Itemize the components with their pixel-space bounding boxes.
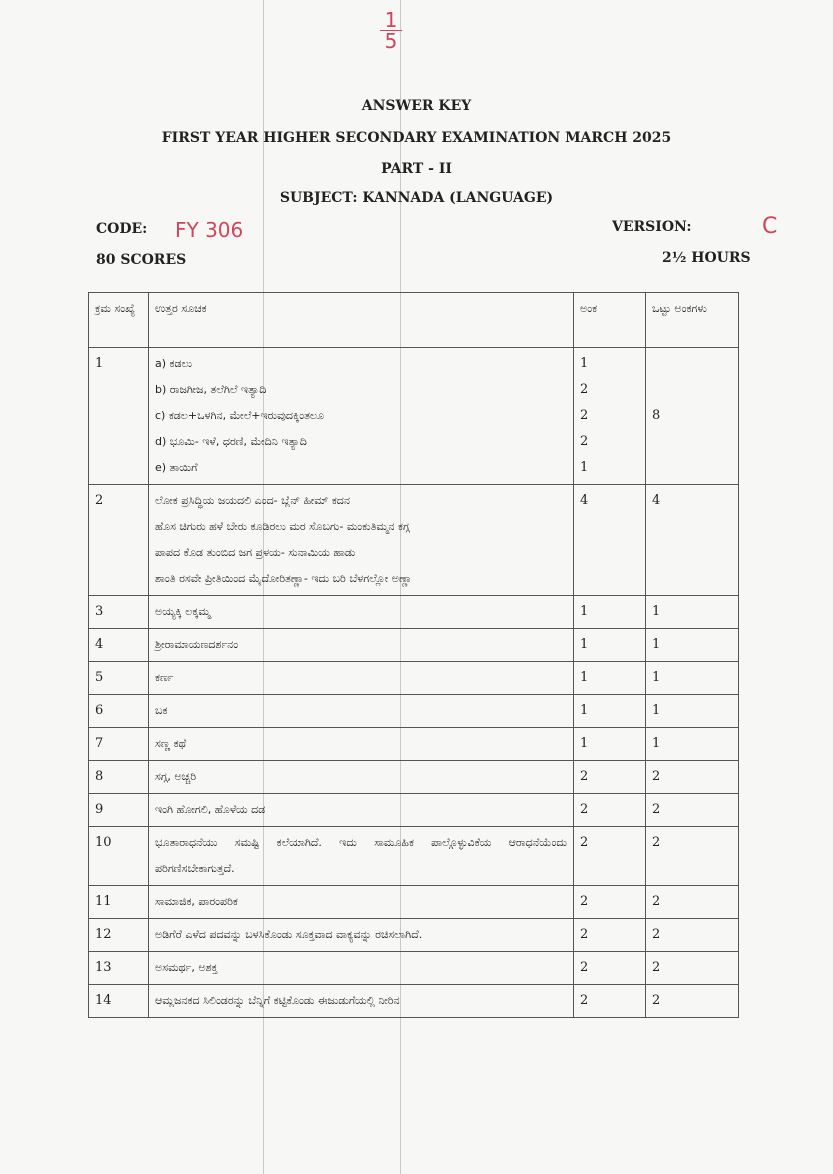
answer-line: c) ಕಡಲ+ಒಳಗಿನ, ಮೇಲೆ+ಇರುವುದಕ್ಕಿಂತಲೂ (155, 409, 325, 422)
table-cell (646, 985, 739, 1018)
table-cell (646, 662, 739, 695)
marks-value: 2 (580, 894, 589, 909)
table-cell (149, 695, 574, 728)
header-marks: ಅಂಕ (574, 293, 646, 348)
table-cell (646, 827, 739, 886)
table-row (89, 985, 739, 1018)
table-row (89, 596, 739, 629)
table-cell (149, 827, 574, 886)
table-cell (574, 886, 646, 919)
table-cell (646, 886, 739, 919)
header-serial-no: ಕ್ರಮ ಸಂಖ್ಯೆ (89, 293, 149, 348)
marks-value: 2 (580, 408, 589, 423)
answer-line: e) ತಾಯಿಗೆ (155, 461, 198, 474)
table-cell (149, 485, 574, 596)
row-number: 7 (95, 736, 104, 751)
table-cell (89, 485, 149, 596)
table-cell (646, 695, 739, 728)
table-cell (646, 761, 739, 794)
marks-value: 2 (580, 993, 589, 1008)
table-cell (89, 952, 149, 985)
exam-title: FIRST YEAR HIGHER SECONDARY EXAMINATION MARCH 2025 (161, 130, 672, 146)
table-cell (574, 662, 646, 695)
answer-line: ಪಾಪದ ಕೊಡ ತುಂಬಿದ ಜಗ ಪ್ರಳಯ- ಸುನಾಮಿಯ ಹಾಡು (155, 546, 356, 559)
table-cell (149, 794, 574, 827)
row-number: 1 (95, 356, 104, 371)
answer-line: ಸಣ್ಣ ಕಥೆ (155, 737, 187, 750)
marks-value: 1 (580, 736, 589, 751)
table-row (89, 695, 739, 728)
table-header-row (89, 293, 739, 348)
table-row (89, 662, 739, 695)
table-cell (574, 761, 646, 794)
marks-value: 1 (580, 637, 589, 652)
table-cell (149, 629, 574, 662)
table-cell (574, 596, 646, 629)
answer-line: b) ರಾಜಗೀಜ, ತಲೆಗಿಲೆ ಇತ್ಯಾದಿ (155, 383, 267, 396)
total-value: 2 (652, 769, 661, 784)
row-number: 12 (95, 927, 112, 942)
row-number: 14 (95, 993, 112, 1008)
marks-value: 4 (580, 493, 589, 508)
table-cell (149, 728, 574, 761)
table-cell (646, 629, 739, 662)
part-label: PART - II (381, 161, 452, 177)
table-cell (646, 919, 739, 952)
table-cell (646, 485, 739, 596)
table-cell (89, 662, 149, 695)
table-cell (574, 629, 646, 662)
table-cell (89, 348, 149, 485)
answer-line: ಶಾಂತಿ ರಸವೇ ಪ್ರೀತಿಯಿಂದ ಮೈದೋರಿತಣ್ಣಾ- ಇದು ಬರಿ ಬೆಳಗಲ್ಲೋ ಅಣ್ಣಾ (155, 572, 413, 585)
table-cell (149, 596, 574, 629)
table-cell (89, 761, 149, 794)
header-total: ಒಟ್ಟು ಅಂಕಗಳು (646, 293, 739, 348)
table-row (89, 485, 739, 596)
row-number: 9 (95, 802, 104, 817)
answer-line: ಕರ್ಣ (155, 671, 174, 684)
table-cell (646, 728, 739, 761)
page-mark-denominator: 5 (384, 29, 398, 53)
answer-line: ಆಮ್ಲಜನಕದ ಸಿಲಿಂಡರನ್ನು ಬೆನ್ನಿಗೆ ಕಟ್ಟಿಕೊಂಡು ಈಜುಡುಗೆಯಲ್ಲಿ ನೀರಿನ (155, 994, 400, 1007)
answer-line: ಭೂತಾರಾಧನೆಯು ಸಮಷ್ಟಿ ಕಲೆಯಾಗಿದೆ. ಇದು ಸಾಮೂಹಿಕ ಪಾಲ್ಗೊಳ್ಳುವಿಕೆಯ ಆರಾಧನೆಯೆಂದು ಪರಿಗಣಿಸಬೇಕಾಗುತ್ತದೆ. (155, 836, 567, 875)
answer-line: ಹೊಸ ಚಿಗುರು ಹಳೆ ಬೇರು ಕೂಡಿರಲು ಮರ ಸೊಬಗು- ಮಂಕುತಿಮ್ಮನ ಕಗ್ಗ (155, 520, 410, 533)
marks-value: 2 (580, 802, 589, 817)
total-value: 2 (652, 927, 661, 942)
answer-line: ಸಾಮಾಜಿಕ, ಪಾರಂಪರಿಕ (155, 895, 238, 908)
version-value: C (762, 214, 778, 239)
duration-label: 2½ HOURS (662, 250, 751, 266)
row-number: 6 (95, 703, 104, 718)
answer-line: ಅಸಮರ್ಥ, ಅಶಕ್ತ (155, 961, 218, 974)
total-value: 1 (652, 604, 661, 619)
marks-value: 2 (580, 769, 589, 784)
marks-value: 1 (580, 604, 589, 619)
total-value: 1 (652, 637, 661, 652)
total-value: 2 (652, 960, 661, 975)
total-value: 1 (652, 736, 661, 751)
table-cell (574, 794, 646, 827)
table-cell (89, 985, 149, 1018)
row-number: 4 (95, 637, 104, 652)
marks-value: 1 (580, 460, 589, 475)
table-cell (149, 886, 574, 919)
table-cell (89, 919, 149, 952)
row-number: 10 (95, 835, 112, 850)
table-cell (149, 348, 574, 485)
total-value: 2 (652, 835, 661, 850)
table-row (89, 952, 739, 985)
total-value: 1 (652, 703, 661, 718)
table-cell (574, 919, 646, 952)
table-row (89, 761, 739, 794)
page-mark-numerator: 1 (384, 8, 398, 32)
table-cell (574, 348, 646, 485)
table-cell (89, 695, 149, 728)
marks-value: 2 (580, 382, 589, 397)
table-cell (646, 952, 739, 985)
row-number: 13 (95, 960, 112, 975)
marks-value: 2 (580, 434, 589, 449)
total-value: 2 (652, 993, 661, 1008)
answer-line: ಬಕ (155, 704, 168, 717)
marks-value: 2 (580, 927, 589, 942)
header-answer: ಉತ್ತರ ಸೂಚಕ (149, 293, 574, 348)
answer-line: ಲೋಕ ಪ್ರಸಿದ್ಧಿಯ ಜಯದಲಿ ಎಂದ- ಬ್ಲೆನ್ ಹೀಮ್ ಕದನ (155, 494, 350, 507)
scores-label: 80 SCORES (96, 252, 187, 268)
code-value: FY 306 (175, 218, 244, 242)
table-cell (646, 348, 739, 485)
marks-value: 2 (580, 960, 589, 975)
table-cell (149, 662, 574, 695)
total-value: 8 (652, 408, 661, 423)
row-number: 2 (95, 493, 104, 508)
total-value: 2 (652, 894, 661, 909)
total-value: 1 (652, 670, 661, 685)
table-cell (149, 952, 574, 985)
doc-title: ANSWER KEY (361, 98, 472, 114)
table-cell (149, 985, 574, 1018)
answer-line: ಅಡಿಗೆರೆ ಎಳೆದ ಪದವನ್ನು ಬಳಸಿಕೊಂಡು ಸೂಕ್ತವಾದ ವಾಕ್ಯವನ್ನು ರಚಿಸಲಾಗಿದೆ. (155, 928, 423, 941)
answer-line: ಅಯ್ಯಕ್ಕಿ ಲಕ್ಕಮ್ಮ (155, 605, 211, 618)
total-value: 4 (652, 493, 661, 508)
table-cell (646, 596, 739, 629)
row-number: 8 (95, 769, 104, 784)
table-row (89, 827, 739, 886)
answer-table (88, 292, 739, 1018)
table-row (89, 629, 739, 662)
marks-value: 1 (580, 670, 589, 685)
table-cell (574, 952, 646, 985)
subject-label: SUBJECT: KANNADA (LANGUAGE) (279, 190, 554, 206)
table-row (89, 728, 739, 761)
table-row (89, 919, 739, 952)
answer-line: ಇಂಗಿ ಹೋಗಲಿ, ಹೊಳೆಯ ದಡ (155, 803, 266, 816)
table-cell (89, 794, 149, 827)
table-cell (574, 827, 646, 886)
answer-line: ಶ್ರೀರಾಮಾಯಣದರ್ಶನಂ (155, 638, 239, 651)
page-mark (380, 10, 402, 51)
marks-value: 2 (580, 835, 589, 850)
table-cell (574, 728, 646, 761)
table-cell (149, 761, 574, 794)
table-cell (89, 596, 149, 629)
answer-line: d) ಭೂಮಿ- ಇಳೆ, ಧರಣಿ, ಮೇದಿನಿ ಇತ್ಯಾದಿ (155, 435, 307, 448)
table-cell (574, 695, 646, 728)
table-cell (646, 794, 739, 827)
answer-line: ಸಗ್ಗ, ಅಚ್ಚರಿ (155, 770, 197, 783)
row-number: 3 (95, 604, 104, 619)
table-row (89, 794, 739, 827)
table-cell (89, 728, 149, 761)
answer-line: a) ಕಡಲು (155, 357, 193, 370)
table-cell (149, 919, 574, 952)
row-number: 5 (95, 670, 104, 685)
table-row (89, 886, 739, 919)
version-label: VERSION: (612, 219, 692, 235)
marks-value: 1 (580, 703, 589, 718)
table-cell (89, 827, 149, 886)
table-cell (574, 985, 646, 1018)
table-cell (89, 629, 149, 662)
table-cell (574, 485, 646, 596)
total-value: 2 (652, 802, 661, 817)
table-cell (89, 886, 149, 919)
code-label: CODE: (96, 221, 148, 237)
marks-value: 1 (580, 356, 589, 371)
table-row (89, 348, 739, 485)
row-number: 11 (95, 894, 112, 909)
